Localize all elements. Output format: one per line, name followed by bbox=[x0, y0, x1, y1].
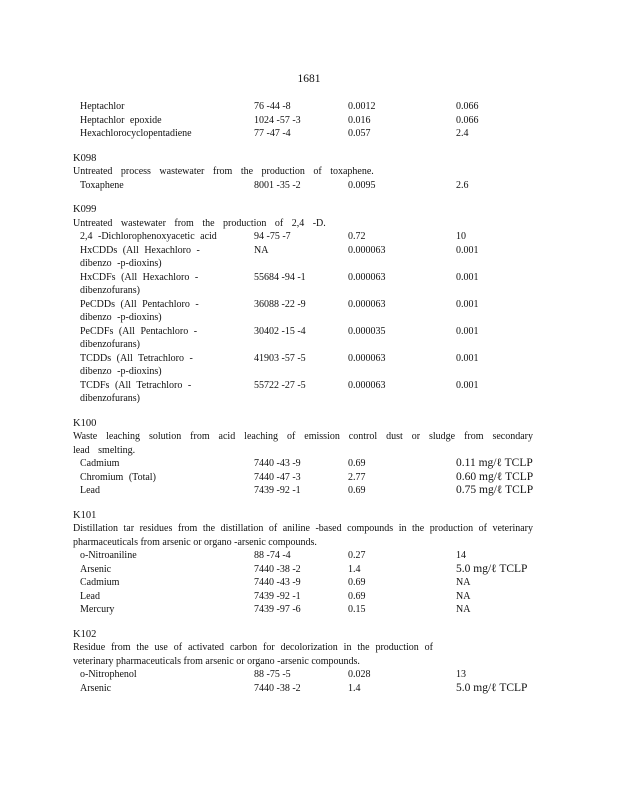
constituent-name: Chromium (Total) bbox=[80, 471, 156, 483]
table-row bbox=[73, 325, 553, 352]
cas-number: 7440 -38 -2 bbox=[254, 563, 301, 575]
wastewater-limit: 1.4 bbox=[348, 563, 361, 575]
cas-number: NA bbox=[254, 244, 269, 256]
constituent-name: HxCDFs (All Hexachloro - dibenzofurans) bbox=[80, 271, 199, 296]
wastewater-limit: 0.000063 bbox=[348, 298, 386, 310]
table-row bbox=[73, 576, 553, 590]
cas-number: 55684 -94 -1 bbox=[254, 271, 306, 283]
waste-code: K099 bbox=[73, 204, 97, 215]
nonwastewater-limit: 0.001 bbox=[456, 244, 479, 256]
table-row bbox=[73, 230, 553, 244]
nonwastewater-limit: 14 bbox=[456, 550, 466, 561]
nonwastewater-limit: 2.4 bbox=[456, 128, 469, 139]
constituent-name: Toxaphene bbox=[80, 179, 124, 191]
table-row bbox=[73, 682, 553, 696]
wastewater-limit: 0.028 bbox=[348, 669, 371, 680]
page-number: 1681 bbox=[297, 73, 321, 85]
cas-number: 7440 -43 -9 bbox=[254, 458, 301, 469]
nonwastewater-limit: 0.001 bbox=[456, 298, 479, 310]
waste-code-section bbox=[73, 417, 553, 498]
cas-number: 30402 -15 -4 bbox=[254, 325, 306, 337]
wastewater-limit: 0.016 bbox=[348, 114, 371, 126]
waste-code-section bbox=[73, 509, 553, 617]
document-body bbox=[73, 100, 553, 695]
table-row bbox=[73, 100, 553, 114]
waste-code: K102 bbox=[73, 628, 97, 640]
constituent-name: Lead bbox=[80, 590, 100, 602]
cas-number: 7439 -92 -1 bbox=[254, 485, 301, 496]
constituent-name: PeCDDs (All Pentachloro - dibenzo -p-dioxins) bbox=[80, 298, 199, 323]
wastewater-limit: 0.000063 bbox=[348, 244, 386, 256]
waste-code-section bbox=[73, 203, 553, 406]
waste-code-section bbox=[73, 628, 553, 696]
waste-code: K098 bbox=[73, 152, 97, 164]
wastewater-limit: 0.72 bbox=[348, 231, 366, 242]
wastewater-limit: 0.0095 bbox=[348, 179, 376, 191]
constituent-name: TCDDs (All Tetrachloro - dibenzo -p-dioxins) bbox=[80, 352, 193, 377]
table-row bbox=[73, 352, 553, 379]
cas-number: 7440 -47 -3 bbox=[254, 471, 301, 483]
cas-number: 7439 -92 -1 bbox=[254, 590, 301, 602]
table-row bbox=[73, 271, 553, 298]
table-row bbox=[73, 563, 553, 577]
nonwastewater-limit: 0.001 bbox=[456, 379, 479, 391]
cas-number: 55722 -27 -5 bbox=[254, 379, 306, 391]
nonwastewater-limit: 0.001 bbox=[456, 352, 479, 364]
constituent-name: Heptachlor epoxide bbox=[80, 114, 162, 126]
constituent-name: Arsenic bbox=[80, 682, 112, 694]
waste-code: K100 bbox=[73, 417, 97, 429]
constituent-name: 2,4 -Dichlorophenoxyacetic acid bbox=[80, 231, 217, 242]
waste-description: Distillation tar residues from the distillation of aniline -based compounds in the production of veterinary pharmaceuticals from arsenic or organo -arsenic compounds. bbox=[73, 523, 533, 548]
wastewater-limit: 1.4 bbox=[348, 682, 361, 694]
wastewater-limit: 0.000063 bbox=[348, 352, 386, 364]
constituent-name: o-Nitroaniline bbox=[80, 550, 137, 561]
wastewater-limit: 0.000063 bbox=[348, 271, 386, 283]
table-row bbox=[73, 127, 553, 141]
waste-code: K101 bbox=[73, 509, 97, 521]
cas-number: 88 -74 -4 bbox=[254, 550, 291, 561]
nonwastewater-limit: 0.066 bbox=[456, 101, 479, 112]
waste-description: Waste leaching solution from acid leaching of emission control dust or sludge from secondary lead smelting. bbox=[73, 431, 533, 456]
wastewater-limit: 0.69 bbox=[348, 458, 366, 469]
table-row bbox=[73, 114, 553, 128]
cas-number: 8001 -35 -2 bbox=[254, 179, 301, 191]
table-row bbox=[73, 179, 553, 193]
wastewater-limit: 0.000035 bbox=[348, 325, 386, 337]
cas-number: 77 -47 -4 bbox=[254, 128, 291, 139]
nonwastewater-limit: 13 bbox=[456, 669, 466, 680]
table-row bbox=[73, 379, 553, 406]
wastewater-limit: 0.057 bbox=[348, 128, 371, 139]
wastewater-limit: 2.77 bbox=[348, 471, 366, 483]
constituent-name: PeCDFs (All Pentachloro - dibenzofurans) bbox=[80, 325, 198, 350]
constituent-name: TCDFs (All Tetrachloro - dibenzofurans) bbox=[80, 379, 192, 404]
nonwastewater-limit: 0.11 mg/ℓ TCLP bbox=[456, 457, 533, 469]
nonwastewater-limit: 5.0 mg/ℓ TCLP bbox=[456, 562, 528, 575]
nonwastewater-limit: 0.60 mg/ℓ TCLP bbox=[456, 470, 534, 483]
wastewater-limit: 0.69 bbox=[348, 590, 366, 602]
constituent-name: Hexachlorocyclopentadiene bbox=[80, 128, 192, 139]
cas-number: 76 -44 -8 bbox=[254, 101, 291, 112]
waste-code-section bbox=[73, 152, 553, 193]
constituent-name: HxCDDs (All Hexachloro - dibenzo -p-dioxins) bbox=[80, 244, 200, 269]
table-row bbox=[73, 298, 553, 325]
cas-number: 7440 -43 -9 bbox=[254, 577, 301, 588]
table-row bbox=[73, 457, 553, 471]
nonwastewater-limit: 0.001 bbox=[456, 325, 479, 337]
wastewater-limit: 0.27 bbox=[348, 550, 366, 561]
nonwastewater-limit: 0.001 bbox=[456, 271, 479, 283]
waste-description: Untreated wastewater from the production of 2,4 -D. bbox=[73, 217, 326, 229]
nonwastewater-limit: 0.75 mg/ℓ TCLP bbox=[456, 484, 534, 496]
cas-number: 1024 -57 -3 bbox=[254, 114, 301, 126]
cas-number: 7440 -38 -2 bbox=[254, 682, 301, 694]
cas-number: 7439 -97 -6 bbox=[254, 604, 301, 615]
nonwastewater-limit: 0.066 bbox=[456, 114, 479, 126]
cas-number: 88 -75 -5 bbox=[254, 669, 291, 680]
nonwastewater-limit: NA bbox=[456, 604, 471, 615]
nonwastewater-limit: NA bbox=[456, 590, 471, 602]
cas-number: 41903 -57 -5 bbox=[254, 352, 306, 364]
nonwastewater-limit: 10 bbox=[456, 231, 466, 242]
constituent-name: o-Nitrophenol bbox=[80, 669, 137, 680]
waste-description: Residue from the use of activated carbon for decolorization in the production of veterinary pharmaceuticals from arsenic or organo -arsenic compounds. bbox=[73, 642, 433, 667]
wastewater-limit: 0.15 bbox=[348, 604, 366, 615]
constituent-name: Heptachlor bbox=[80, 101, 125, 112]
wastewater-limit: 0.69 bbox=[348, 485, 366, 496]
cas-number: 94 -75 -7 bbox=[254, 231, 291, 242]
lead-rows bbox=[73, 100, 553, 141]
nonwastewater-limit: 2.6 bbox=[456, 179, 469, 191]
table-row bbox=[73, 668, 553, 682]
table-row bbox=[73, 244, 553, 271]
cas-number: 36088 -22 -9 bbox=[254, 298, 306, 310]
constituent-name: Lead bbox=[80, 485, 100, 496]
waste-description: Untreated process wastewater from the production of toxaphene. bbox=[73, 166, 374, 177]
constituent-name: Cadmium bbox=[80, 458, 120, 469]
nonwastewater-limit: 5.0 mg/ℓ TCLP bbox=[456, 681, 528, 694]
wastewater-limit: 0.69 bbox=[348, 577, 366, 588]
constituent-name: Arsenic bbox=[80, 563, 112, 575]
table-row bbox=[73, 603, 553, 617]
wastewater-limit: 0.000063 bbox=[348, 379, 386, 391]
table-row bbox=[73, 471, 553, 485]
constituent-name: Cadmium bbox=[80, 577, 120, 588]
constituent-name: Mercury bbox=[80, 604, 115, 615]
table-row bbox=[73, 484, 553, 498]
wastewater-limit: 0.0012 bbox=[348, 101, 376, 112]
nonwastewater-limit: NA bbox=[456, 577, 471, 588]
table-row bbox=[73, 549, 553, 563]
table-row bbox=[73, 590, 553, 604]
